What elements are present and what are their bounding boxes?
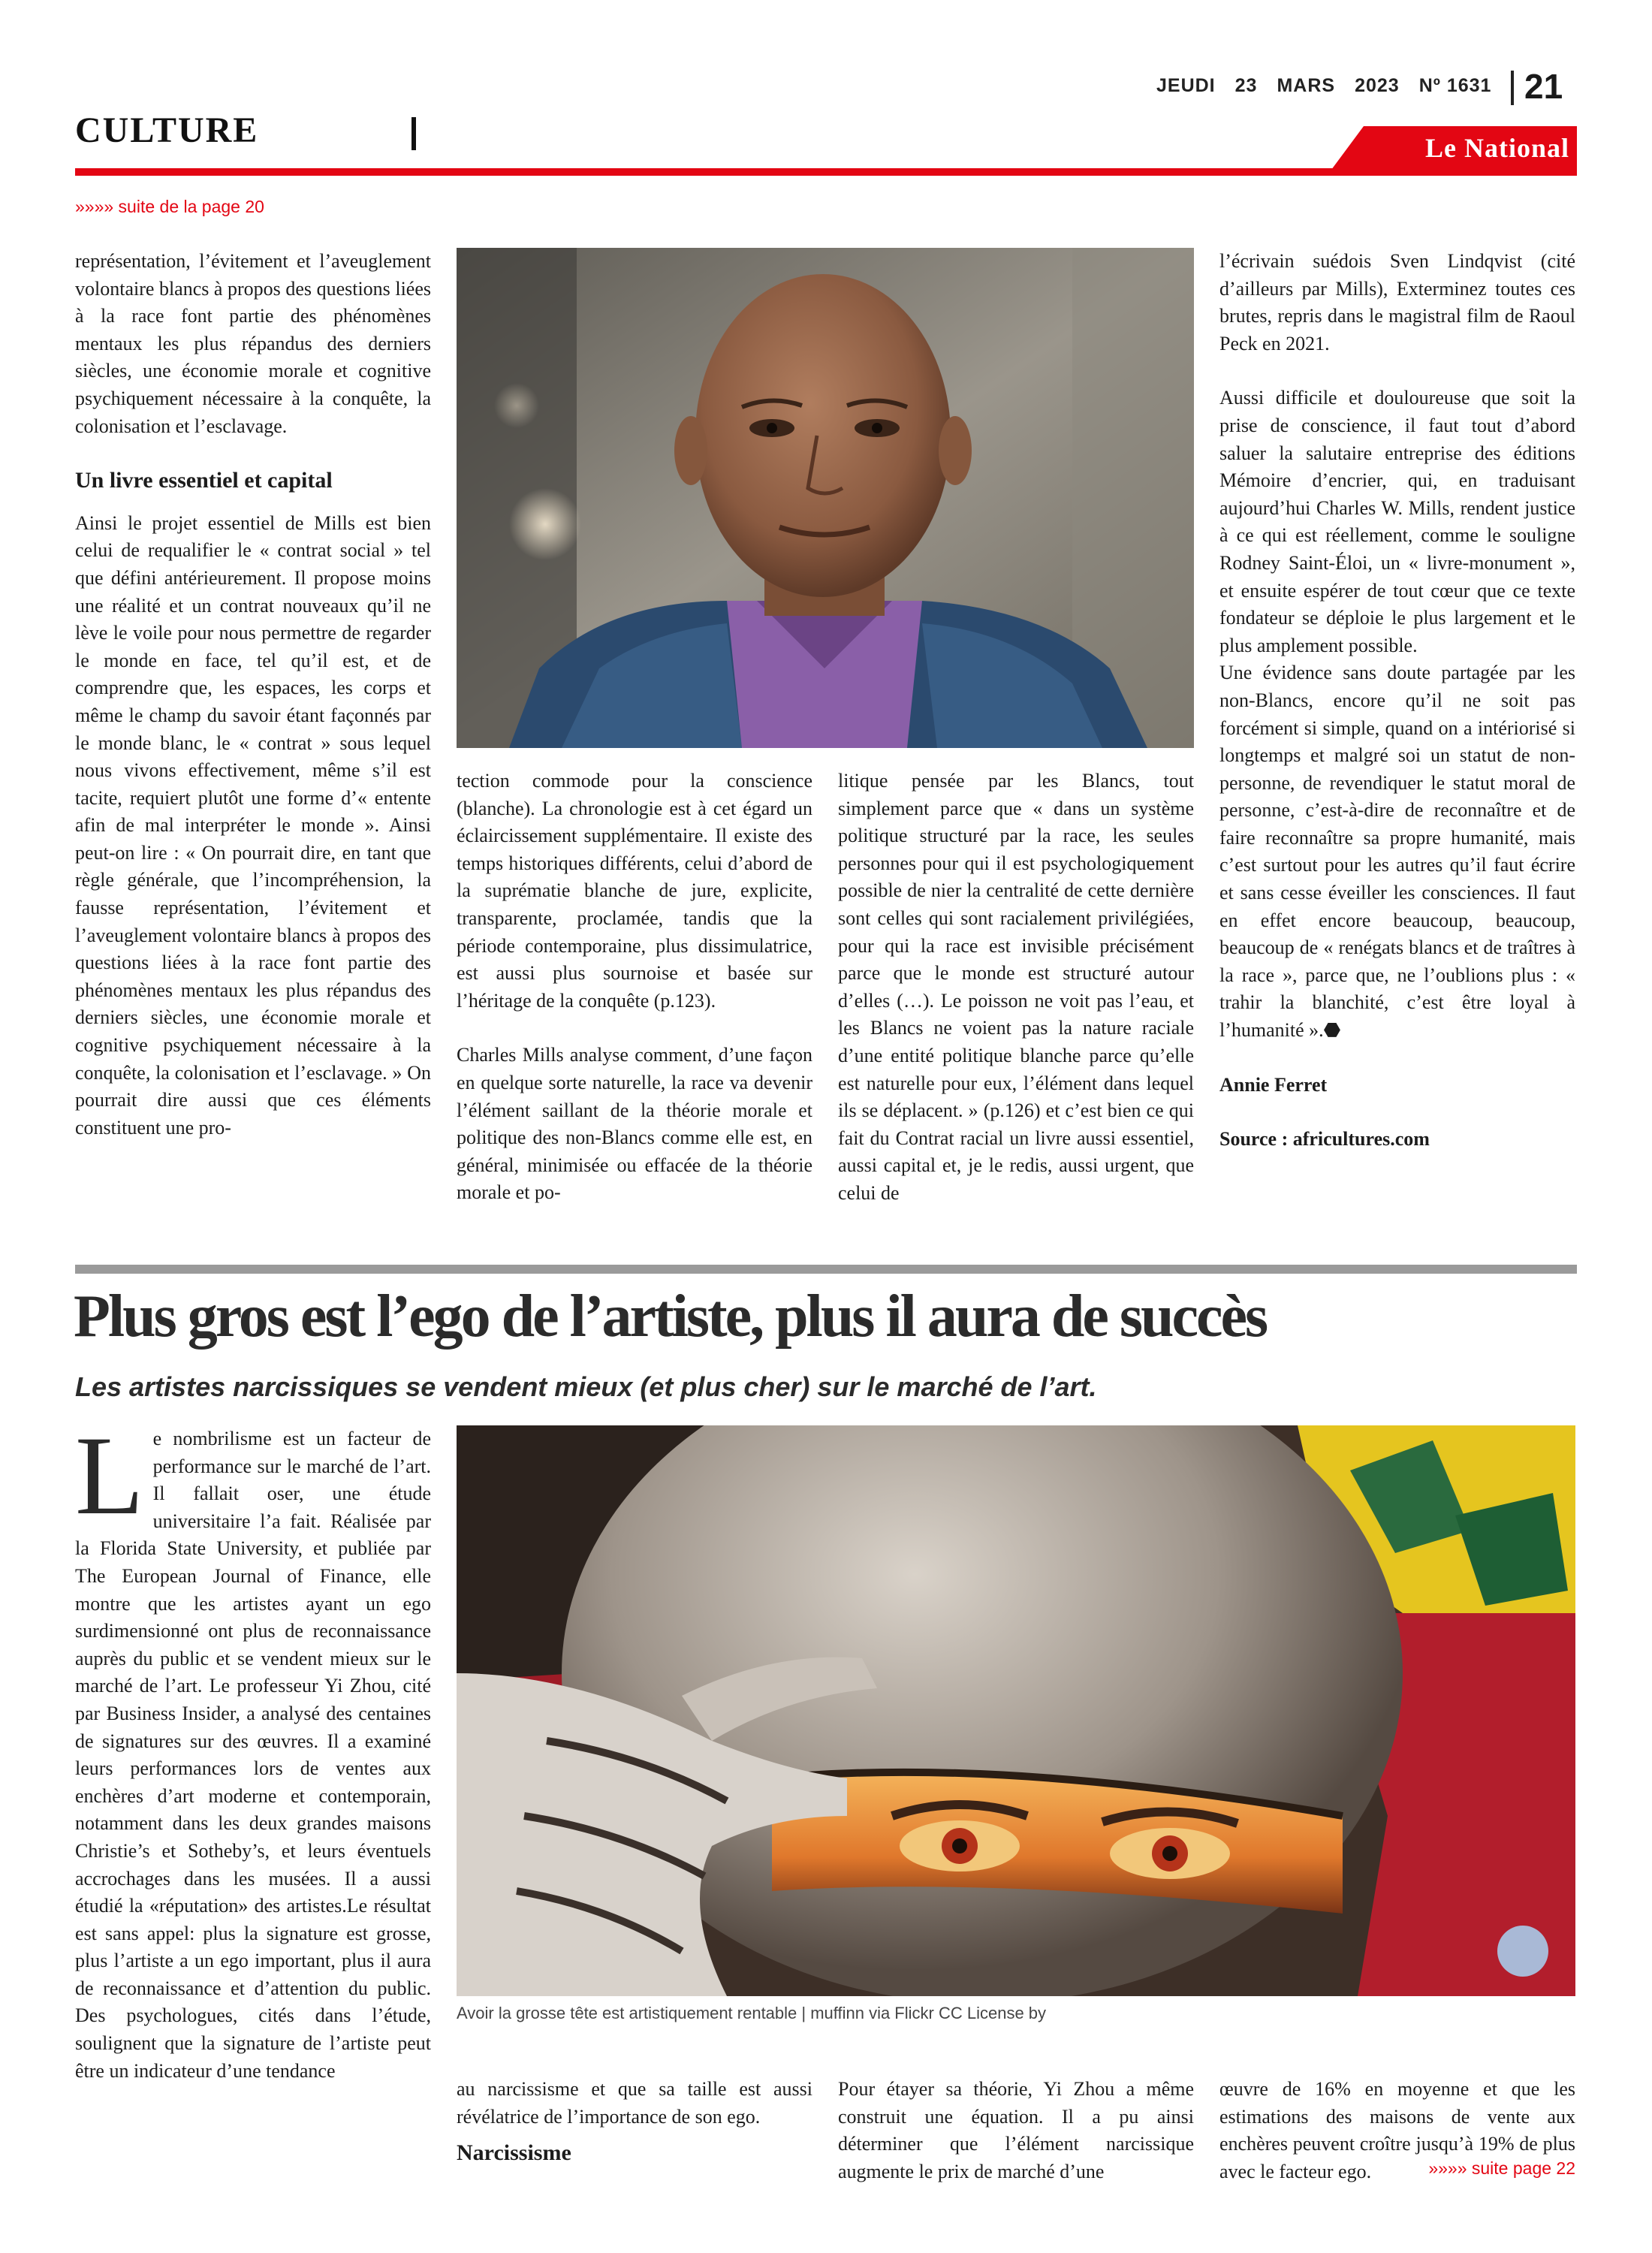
issue-month: MARS <box>1277 75 1336 96</box>
article1-paragraph: Une évidence sans doute partagée par les non-Blancs, encore qu’il ne soit pas forcément si simple, quand on a intériorisé si longtemps et malgré soi un statut de non-personne, de revendiquer le statut moral de personne, c’est-à-dire de reconnaître et de faire reconnaître sa propre humanité, mais c’est surtout pour les autres qu’il faut écrire et sans cesse éveiller les consciences. Il faut en effet encore beaucoup, beaucoup, beaucoup de « renégats blancs et de traîtres à la race », parce que, ne l’oublions plus : « trahir la blanchité, c’est être loyal à l’humanité ». <box>1219 662 1575 1042</box>
article1-source: Source : africultures.com <box>1219 1128 1430 1151</box>
article1-column-1 <box>75 248 431 1142</box>
issue-date-line <box>1156 75 1511 97</box>
issue-year: 2023 <box>1355 75 1400 96</box>
section-title-bar <box>411 117 416 150</box>
continued-on-link[interactable]: »»»» suite page 22 <box>1428 2158 1575 2178</box>
article-divider <box>75 1265 1577 1274</box>
article1-column-3 <box>838 768 1194 1208</box>
article2-deck: Les artistes narcissiques se vendent mieux (et plus cher) sur le marché de l’art. <box>75 1371 1097 1402</box>
article2-column-1 <box>75 1413 431 2085</box>
article2-subheading: Narcissisme <box>457 2140 571 2166</box>
article2-headline: Plus gros est l’ego de l’artiste, plus il aura de succès <box>74 1283 1267 1350</box>
portrait-photo <box>457 248 1194 748</box>
issue-date: 23 <box>1234 75 1258 96</box>
article2-paragraph: au narcissisme et que sa taille est aussi révélatrice de l’importance de son ego. <box>457 2078 812 2128</box>
article1-paragraph: litique pensée par les Blancs, tout simplement parce que « dans un système politique structuré par la race, les seules personnes pour qui il est psychologiquement possible de nier la centralité de cette dernière sont celles qui sont racialement privilégiées, pour qui la race est invisible précisément parce que le monde est structuré autour d’elles (…). Le poisson ne voit pas l’eau, et les Blancs ne voient pas la nature raciale d’une entité politique blanche parce qu’elle est naturelle pour eux, l’élément dans lequel ils se déplacent. » (p.126) et c’est bien ce qui fait du Contrat racial un livre aussi essentiel, aussi capital et, je le redis, aussi urgent, que celui de <box>838 770 1194 1204</box>
photo-caption: Avoir la grosse tête est artistiquement rentable | muffinn via Flickr CC License by <box>457 2004 1047 2022</box>
article2-paragraph: œuvre de 16% en moyenne et que les estimations des maisons de vente aux enchères peuvent croître jusqu’à 19% de plus avec le facteur ego. <box>1219 2078 1575 2182</box>
continued-from-link[interactable]: »»»» suite de la page 20 <box>75 197 264 216</box>
drop-cap: L <box>75 1413 144 1538</box>
section-title: CULTURE <box>75 110 259 150</box>
article1-paragraph: Ainsi le projet essentiel de Mills est bien celui de requalifier le « contrat social » tel que défini antérieurement. Il propose moins une réalité et un contrat nouveaux qu’il ne lève le voile pour nous permettre de regarder le monde en face, tel qu’il est, et de comprendre que, les espaces, les corps et même le champ du savoir étant façonnés par le monde blanc, le « contrat » sous lequel nous vivons effectivement, même s’il est tacite, requiert plutôt une forme d’« entente afin de mal interpréter le monde ». Ainsi peut-on lire : « On pourrait dire, en tant que règle générale, que l’incompréhension, la fausse représentation, l’évitement et l’aveuglement volontaire blancs à propos des questions liées à la race font partie des phénomènes mentaux les plus répandus des derniers siècles, une économie morale et cognitive psychiquement nécessaire à la conquête, la colonisation et l’esclavage. » On pourrait dire aussi que ces éléments constituent une pro- <box>75 511 431 1139</box>
article1-paragraph: l’écrivain suédois Sven Lindqvist (cité d’ailleurs par Mills), Exterminez toutes ces brutes, repris dans le magistral film de Raoul Peck en 2021. <box>1219 250 1575 354</box>
article1-author: Annie Ferret <box>1219 1073 1328 1096</box>
article1-paragraph-with-end-mark <box>1219 659 1575 1044</box>
graffiti-photo <box>457 1425 1575 1996</box>
article1-paragraph: représentation, l’évitement et l’aveuglement volontaire blancs à propos des questions liées à la race font partie des phénomènes mentaux les plus répandus des derniers siècles, une économie morale et cognitive psychiquement nécessaire à la conquête, la colonisation et l’esclavage. <box>75 250 431 437</box>
article2-column-2 <box>457 2076 812 2182</box>
article2-paragraph: Pour étayer sa théorie, Yi Zhou a même construit une équation. Il a pu ainsi déterminer que l’élément narcissique augmente le prix de marché d’une <box>838 2078 1194 2182</box>
article2-column-3 <box>838 2076 1194 2185</box>
article2-paragraph: e nombrilisme est un facteur de performance sur le marché de l’art. Il fallait oser, une étude universitaire l’a fait. Réalisée par la Florida State University, et publiée par The European Journal of Finance, elle montre que les artistes ayant un ego surdimensionné ont plus de reconnaissance auprès du public et se vendent mieux sur le marché de l’art. Le professeur Yi Zhou, cité par Business Insider, a analysé des centaines de signatures sur des œuvres. Il a examiné leurs performances lors de ventes aux enchères d’art moderne et contemporain, notamment dans les deux grandes maisons Christie’s et Sotheby’s, et leurs éventuels accrochages dans les musées. Il a aussi étudié la «réputation» des artistes.Le résultat est sans appel: plus la signature est grosse, plus l’artiste a un ego important, plus il aura de reconnaissance et d’attention du public. Des psychologues, cités dans l’étude, soulignent que la signature de l’artiste peut être un indicateur d’une tendance <box>75 1428 431 2082</box>
issue-number: Nº 1631 <box>1418 75 1492 96</box>
brand-name: Le National <box>1424 133 1569 163</box>
header-red-rule <box>75 168 1577 176</box>
article1-paragraph: tection commode pour la conscience (blanche). La chronologie est à cet égard un éclaircissement supplémentaire. Il existe des temps historiques différents, celui d’abord de la suprématie blanche de jure, explicite, transparente, proclamée, tandis que la période contemporaine, plus dissimulatrice, est aussi plus sournoise et basée sur l’héritage de la conquête (p.123). <box>457 770 812 1012</box>
page-number: 21 <box>1524 67 1563 106</box>
article1-column-2 <box>457 768 812 1207</box>
page-number-separator <box>1511 71 1514 105</box>
end-of-article-icon: ⬣ <box>1323 1019 1341 1042</box>
article1-column-4 <box>1219 248 1575 1154</box>
article1-paragraph: Charles Mills analyse comment, d’une façon en quelque sorte naturelle, la race va devenir l’élément saillant de la théorie morale et politique des non-Blancs comme elle est, en général, minimisée ou effacée de la théorie morale et po- <box>457 1044 812 1204</box>
issue-day: JEUDI <box>1156 75 1216 96</box>
article1-paragraph: Aussi difficile et douloureuse que soit la prise de conscience, il faut tout d’abord saluer la salutaire entreprise des éditions Mémoire d’encrier, qui, en traduisant aujourd’hui Charles W. Mills, rendent justice à ce qui est réellement, comme le souligne Rodney Saint-Éloi, un « livre-monument », et ensuite espérer de tout cœur que ce texte fondateur se déploie le plus largement et le plus amplement possible. <box>1219 387 1575 656</box>
article1-subheading: Un livre essentiel et capital <box>75 468 333 493</box>
